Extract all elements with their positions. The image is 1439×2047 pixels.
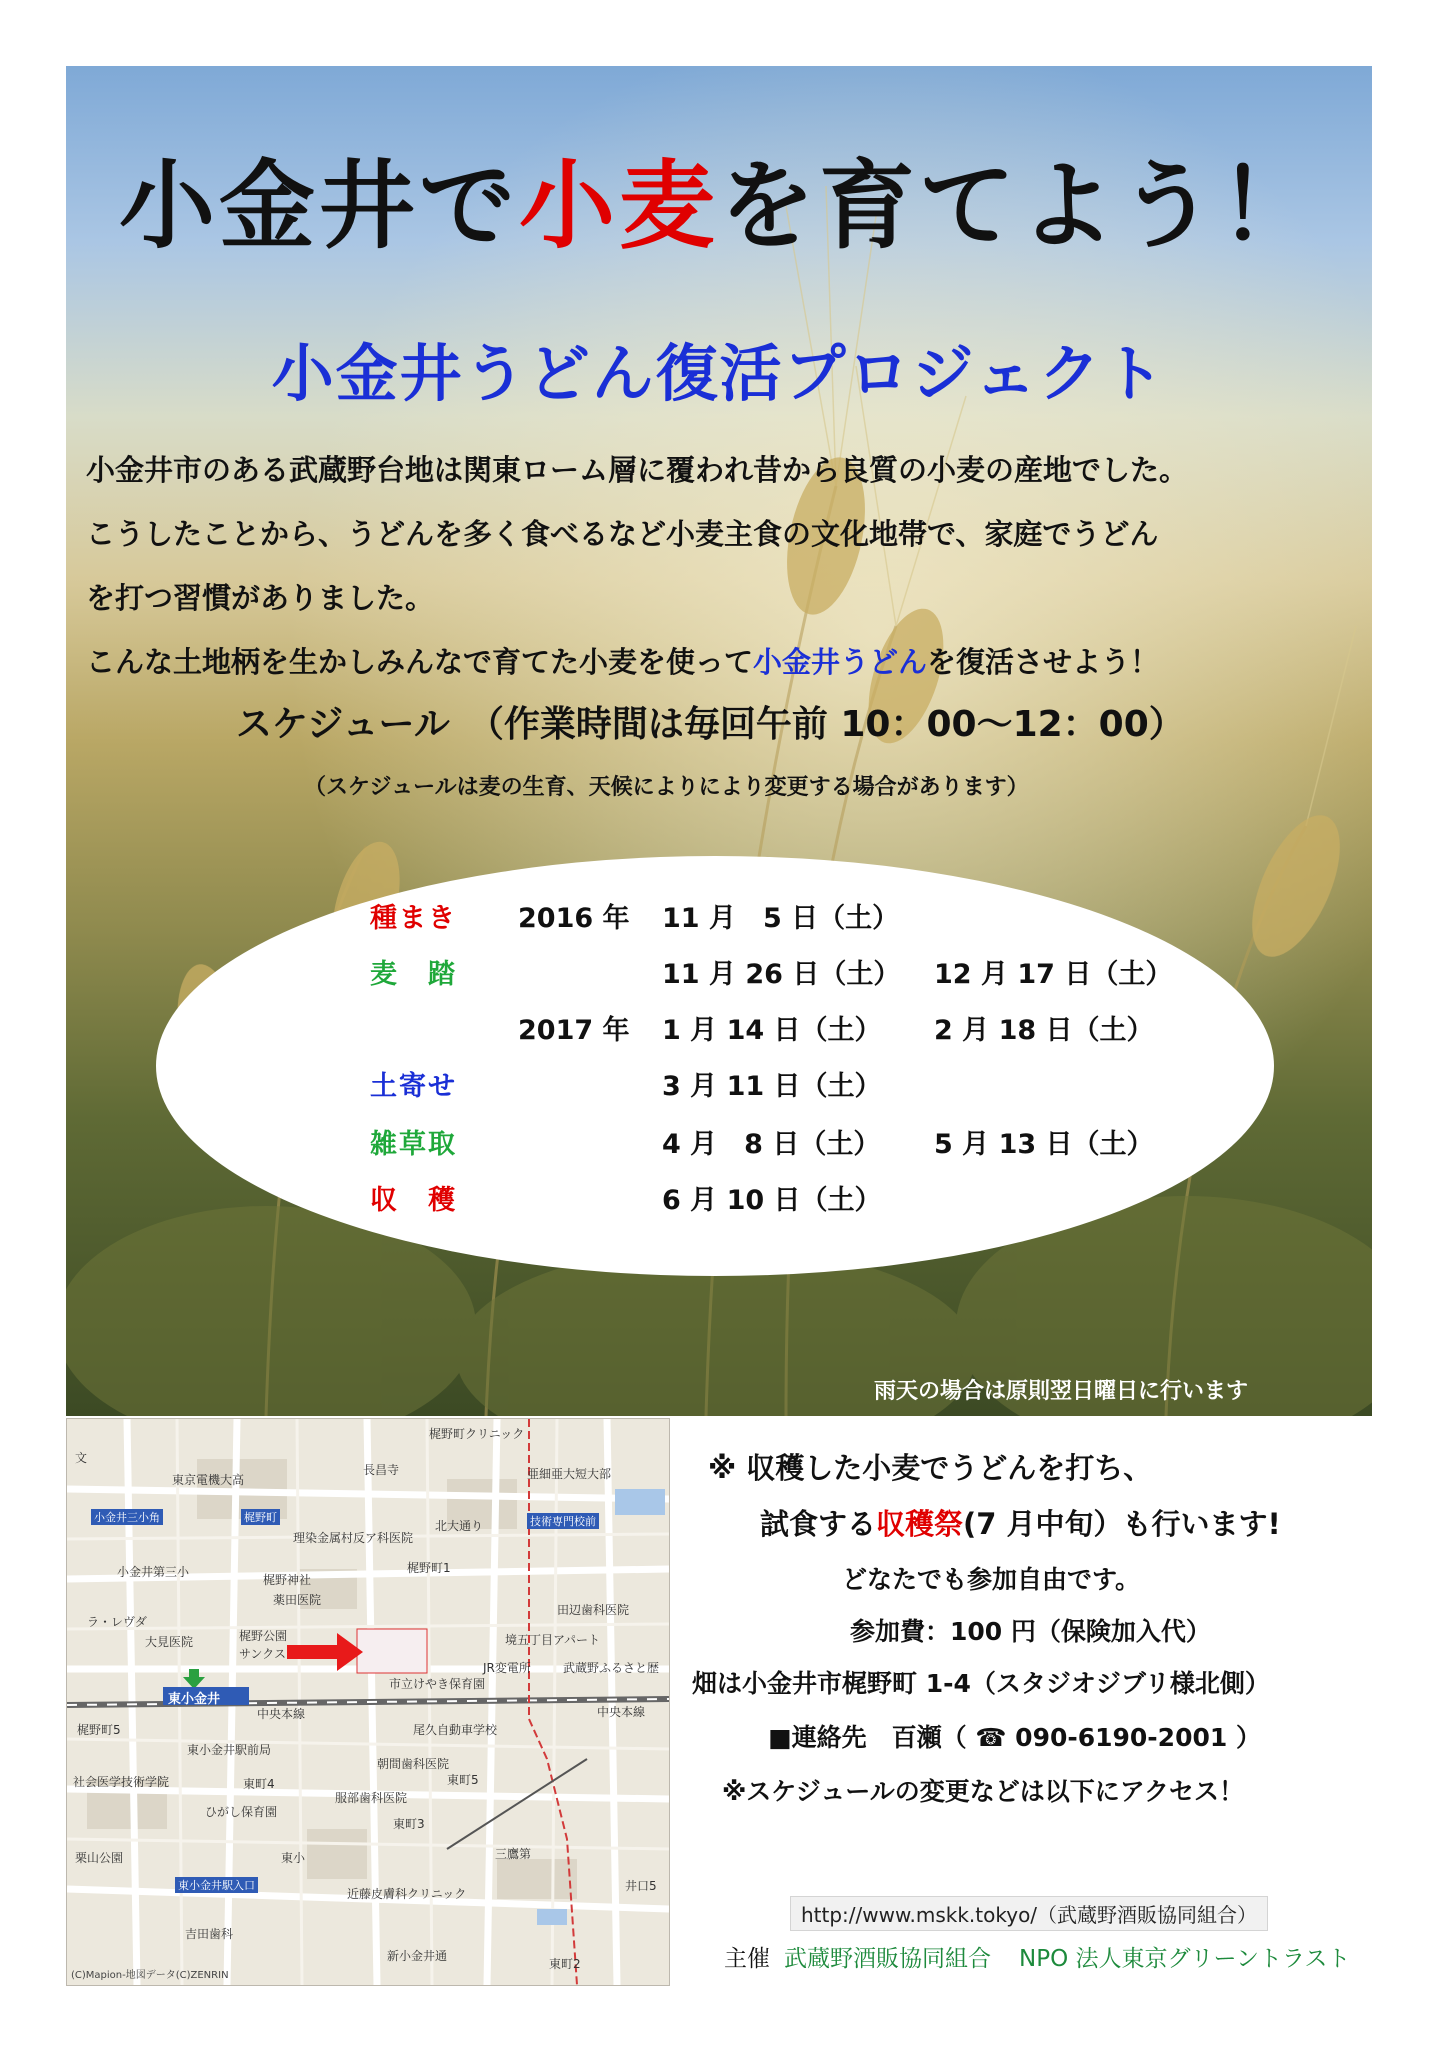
schedule-date-1: 11 月 26 日（土） xyxy=(662,959,901,990)
map-place-label: 武蔵野ふるさと歴 xyxy=(563,1661,660,1675)
intro-line-4c: を復活させよう！ xyxy=(927,645,1160,679)
schedule-date-1: 1 月 14 日（土） xyxy=(662,1015,882,1046)
map-place-label: 新小金井通 xyxy=(387,1949,448,1963)
map-intersection-label: 小金井三小角 xyxy=(91,1509,163,1525)
title-part-wheat: 小麦 xyxy=(519,150,719,262)
map-place-label: 亜細亜大短大部 xyxy=(527,1467,612,1481)
schedule-date-1: 3 月 11 日（土） xyxy=(662,1071,882,1102)
map-copyright: (C)Mapion-地図データ(C)ZENRIN xyxy=(71,1970,229,1981)
info-line-field: 畑は小金井市梶野町 1-4（スタジオジブリ様北側） xyxy=(692,1669,1270,1698)
intro-line-3: を打つ習慣がありました。 xyxy=(86,581,435,615)
map-place-label: 東町2 xyxy=(549,1957,581,1971)
schedule-row xyxy=(66,952,1372,992)
schedule-heading: スケジュール （作業時間は毎回午前 10：00〜12：00） xyxy=(236,704,1185,745)
map-place-label: 田辺歯科医院 xyxy=(557,1603,630,1617)
info-line-fee: 参加費：100 円（保険加入代） xyxy=(850,1617,1211,1646)
schedule-row xyxy=(66,896,1372,936)
schedule-activity: 収 穫 xyxy=(370,1185,457,1216)
map-place-label: 社会医学技術学院 xyxy=(73,1775,170,1789)
map-place-label: 井口5 xyxy=(625,1879,657,1893)
map-place-label: 梶野町5 xyxy=(77,1723,121,1737)
info-line-festival xyxy=(760,1502,1281,1543)
map-place-label: 梶野公園 xyxy=(239,1629,288,1643)
map-place-label: 朝間歯科医院 xyxy=(377,1757,450,1771)
schedule-date-1: 11 月 5 日（土） xyxy=(662,903,900,934)
page-title xyxy=(66,130,1372,267)
map-place-label: 東小金井駅前局 xyxy=(187,1743,272,1757)
map-place-label: ひがし保育園 xyxy=(205,1805,278,1819)
info-festival-a: 試食する xyxy=(760,1507,877,1541)
map-place-label: 梶野町クリニック xyxy=(429,1427,525,1441)
map-place-label: サンクス xyxy=(239,1647,287,1661)
map-place-label: 北大通り xyxy=(435,1519,484,1533)
schedule-activity: 土寄せ xyxy=(370,1071,457,1102)
organizer-1: 武蔵野酒販協同組合 xyxy=(784,1946,991,1972)
title-part-3: を育てよう！ xyxy=(719,150,1319,262)
schedule-date-2: 2 月 18 日（土） xyxy=(934,1015,1154,1046)
map-place-label: 小金井第三小 xyxy=(117,1565,190,1579)
map-place-label: 市立けやき保育園 xyxy=(389,1677,486,1691)
map-place-label: 薬田医院 xyxy=(273,1593,322,1607)
map-place-label: 東京電機大高 xyxy=(172,1473,245,1487)
map-place-label: 東町3 xyxy=(393,1817,425,1831)
info-festival-highlight: 収穫祭 xyxy=(876,1507,964,1541)
hero-photo-panel xyxy=(66,66,1372,1416)
map-place-label: 東町4 xyxy=(243,1777,275,1791)
website-link[interactable]: http://www.mskk.tokyo/（武蔵野酒販協同組合） xyxy=(790,1896,1268,1931)
map-place-label: 服部歯科医院 xyxy=(335,1791,408,1805)
map-place-label: 近藤皮膚科クリニック xyxy=(347,1887,467,1901)
organizers-label: 主催 xyxy=(724,1946,770,1972)
map-place-label: 長昌寺 xyxy=(363,1463,400,1477)
schedule-row xyxy=(66,1064,1372,1104)
map-place-label: 栗山公園 xyxy=(75,1851,124,1865)
intro-line-1: 小金井市のある武蔵野台地は関東ローム層に覆われ昔から良質の小麦の産地でした。 xyxy=(86,453,1189,487)
map-place-label: 梶野神社 xyxy=(263,1573,312,1587)
schedule-activity: 雑草取 xyxy=(370,1129,457,1160)
info-festival-c: (7 月中旬）も行います! xyxy=(963,1507,1281,1541)
schedule-activity: 種まき xyxy=(370,903,457,934)
map-intersection-label: 梶野町 xyxy=(241,1509,280,1525)
intro-line-2: こうしたことから、うどんを多く食べるなど小麦主食の文化地帯で、家庭でうどん xyxy=(86,517,1159,551)
map-place-label: 文 xyxy=(75,1451,88,1465)
map-intersection-label: 東小金井駅入口 xyxy=(175,1877,258,1893)
map-place-label: 吉田歯科 xyxy=(185,1927,234,1941)
schedule-date-2: 12 月 17 日（土） xyxy=(934,959,1173,990)
intro-highlight-udon: 小金井うどん xyxy=(753,645,928,679)
info-line-free: どなたでも参加自由です。 xyxy=(842,1565,1141,1594)
intro-text xyxy=(86,438,1356,694)
map-place-label: 東小 xyxy=(281,1851,306,1865)
organizers xyxy=(724,1940,1350,1973)
schedule-note: （スケジュールは麦の生育、天候によりにより変更する場合があります） xyxy=(304,775,1029,800)
schedule-row xyxy=(66,1178,1372,1218)
project-subtitle: 小金井うどん復活プロジェクト xyxy=(271,337,1167,410)
map-place-label: ラ・レヴダ xyxy=(87,1615,147,1629)
location-map xyxy=(66,1418,670,1986)
schedule-date-1: 4 月 8 日（土） xyxy=(662,1129,881,1160)
intro-line-4a: こんな土地柄を生かしみんなで育てた小麦を使って xyxy=(86,645,754,679)
schedule-date-2: 5 月 13 日（土） xyxy=(934,1129,1154,1160)
title-part-1: 小金井で xyxy=(119,150,519,262)
info-line-access: ※スケジュールの変更などは以下にアクセス！ xyxy=(722,1777,1245,1806)
map-station-label: 東小金井 xyxy=(168,1692,221,1707)
schedule-year: 2017 年 xyxy=(518,1015,630,1046)
schedule-year: 2016 年 xyxy=(518,903,630,934)
map-place-label: 理染金属村反ア科医院 xyxy=(293,1531,414,1545)
organizer-2: NPO 法人東京グリーントラスト xyxy=(1019,1946,1351,1972)
info-line-contact: ■連絡先 百瀬（ ☎ 090-6190-2001 ） xyxy=(768,1723,1261,1752)
schedule-activity: 麦 踏 xyxy=(370,959,457,990)
schedule-row xyxy=(66,1008,1372,1048)
rain-note: 雨天の場合は原則翌日曜日に行います xyxy=(874,1379,1249,1404)
map-place-label: 境五丁目アパート xyxy=(505,1633,601,1647)
map-place-label: 三鷹第 xyxy=(495,1847,532,1861)
info-line-harvest: ※ 収穫した小麦でうどんを打ち、 xyxy=(708,1451,1153,1485)
schedule-date-1: 6 月 10 日（土） xyxy=(662,1185,882,1216)
map-place-label: 東町5 xyxy=(447,1773,479,1787)
map-place-label: 大見医院 xyxy=(145,1635,194,1649)
intro-line-4 xyxy=(86,630,1356,694)
map-place-label: 中央本線 xyxy=(257,1707,306,1721)
map-place-label: 梶野町1 xyxy=(407,1561,451,1575)
map-intersection-label: 技術専門校前 xyxy=(527,1513,599,1529)
map-place-label: 中央本線 xyxy=(597,1705,646,1719)
map-place-label: 尾久自動車学校 xyxy=(413,1723,498,1737)
map-place-label: JR変電所 xyxy=(483,1661,531,1675)
schedule-row xyxy=(66,1122,1372,1162)
